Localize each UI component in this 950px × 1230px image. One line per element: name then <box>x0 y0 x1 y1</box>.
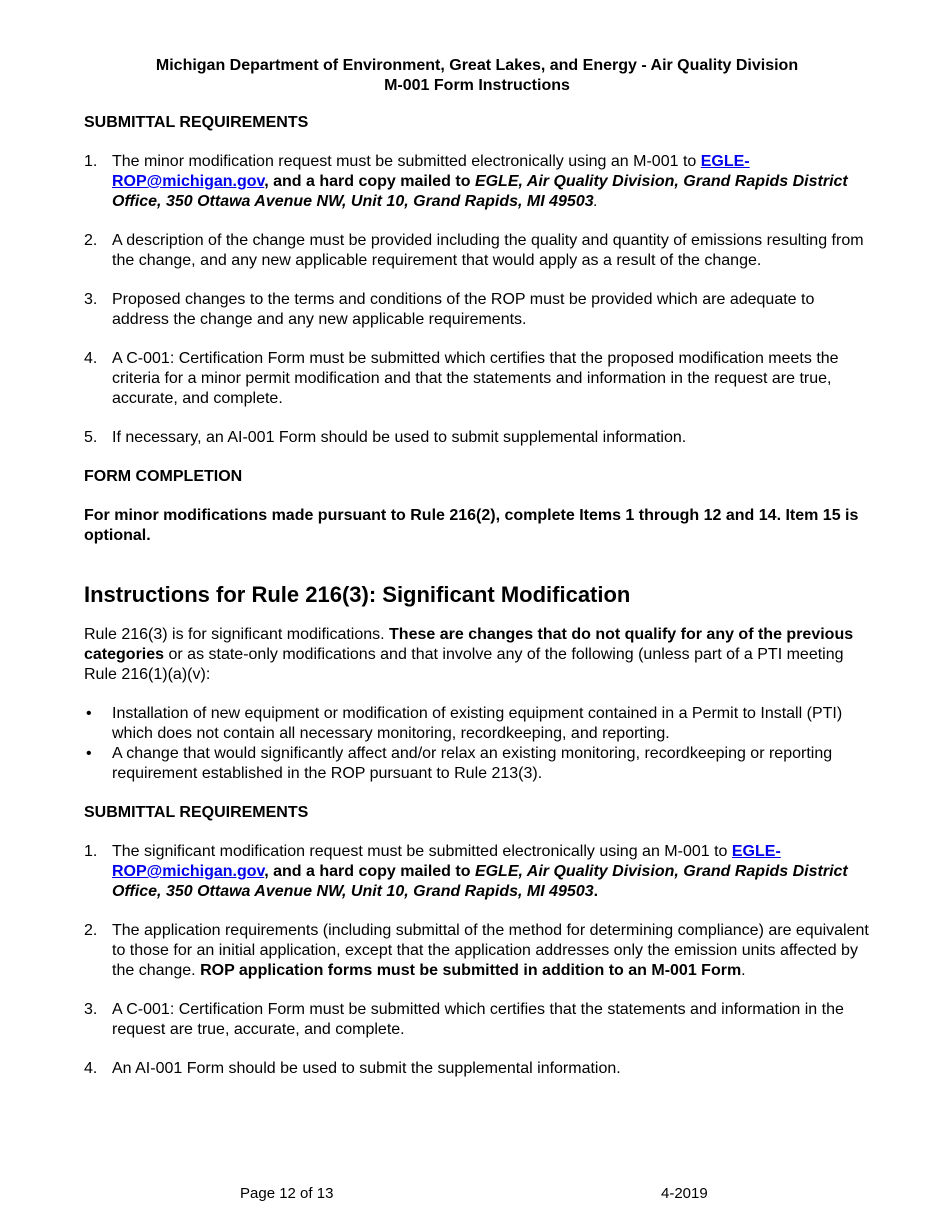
item-text: A description of the change must be provided including the quality and quantity of emissions resulting from the change, and any new applicable requirement that would apply as a result of the change. <box>112 232 864 269</box>
page-number: Page 12 of 13 <box>240 1185 334 1202</box>
form-completion-heading: FORM COMPLETION <box>84 468 243 485</box>
item-text: An AI-001 Form should be used to submit the supplemental information. <box>112 1060 621 1077</box>
item-number: 4. <box>84 1060 98 1077</box>
email-link[interactable]: EGLE-ROP@michigan.gov <box>112 153 750 190</box>
bullet-text: A change that would significantly affect and/or relax an existing monitoring, recordkeeping or reporting requirement established in the ROP pursuant to Rule 213(3). <box>112 745 833 782</box>
item-text: If necessary, an AI-001 Form should be used to submit supplemental information. <box>112 429 687 446</box>
document-header <box>84 56 870 96</box>
page-footer <box>0 1184 950 1204</box>
item-end: . <box>741 962 746 979</box>
item-number: 3. <box>84 291 98 308</box>
item-text: A C-001: Certification Form must be submitted which certifies that the statements and information in the request are true, accurate, and complete. <box>112 1001 844 1038</box>
item-number: 2. <box>84 922 98 939</box>
agency-title: Michigan Department of Environment, Great Lakes, and Energy - Air Quality Division <box>155 57 799 74</box>
item-text: A C-001: Certification Form must be submitted which certifies that the proposed modification meets the criteria for a minor permit modification and that the statements and information in the request are true, accurate, and complete. <box>112 350 839 407</box>
item-number: 1. <box>84 843 98 860</box>
list-item <box>84 349 870 409</box>
bullet-item <box>84 704 870 744</box>
form-title: M-001 Form Instructions <box>384 77 570 94</box>
list-item <box>84 1059 870 1079</box>
bullet-text: Installation of new equipment or modification of existing equipment contained in a Permit to Install (PTI) which does not contain all necessary monitoring, recordkeeping, and reporting. <box>112 705 843 742</box>
significant-submittal-heading: SUBMITTAL REQUIREMENTS <box>84 804 309 821</box>
significant-intro <box>84 625 870 685</box>
mailing-address: EGLE, Air Quality Division, Grand Rapids District Office, 350 Ottawa Avenue NW, Unit 10, Grand Rapids, MI 49503 <box>112 173 848 210</box>
item-number: 2. <box>84 232 98 249</box>
item-end: . <box>593 193 599 210</box>
list-item <box>84 921 870 981</box>
minor-submittal-heading: SUBMITTAL REQUIREMENTS <box>84 114 309 131</box>
document-page <box>84 56 870 1079</box>
intro-text: Rule 216(3) is for significant modifications. <box>84 626 390 643</box>
item-end: . <box>593 883 599 900</box>
list-item <box>84 290 870 330</box>
list-item <box>84 231 870 271</box>
intro-bold: These are changes that do not qualify for any of the previous categories <box>84 626 854 663</box>
item-number: 1. <box>84 153 98 170</box>
item-text: The significant modification request must be submitted electronically using an M-001 to <box>112 843 732 860</box>
item-text: Proposed changes to the terms and conditions of the ROP must be provided which are adequate to address the change and any new applicable requirements. <box>112 291 815 328</box>
bullet-icon: • <box>86 745 92 762</box>
form-completion-note: For minor modifications made pursuant to Rule 216(2), complete Items 1 through 12 and 14. Item 15 is optional. <box>84 507 859 544</box>
item-text: The application requirements (including submittal of the method for determining compliance) are equivalent to those for an initial application, except that the application addresses only the emission units affected by the change. <box>112 922 869 979</box>
bullet-item <box>84 744 870 784</box>
item-number: 4. <box>84 350 98 367</box>
item-text-bold: ROP application forms must be submitted in addition to an M-001 Form <box>200 962 742 979</box>
revision-date: 4-2019 <box>661 1185 708 1202</box>
item-text-bold: , and a hard copy mailed to <box>264 863 475 880</box>
section-title: Instructions for Rule 216(3): Significant Modification <box>84 582 631 607</box>
email-link[interactable]: EGLE-ROP@michigan.gov <box>112 843 781 880</box>
bullet-icon: • <box>86 705 92 722</box>
significant-bullet-list <box>84 704 870 784</box>
list-item <box>84 1000 870 1040</box>
item-text: The minor modification request must be submitted electronically using an M-001 to <box>112 153 701 170</box>
list-item <box>84 842 870 902</box>
list-item <box>84 428 870 448</box>
minor-submittal-list <box>84 152 870 448</box>
intro-text-post: or as state-only modifications and that involve any of the following (unless part of a PTI meeting Rule 216(1)(a)(v): <box>84 646 844 683</box>
item-text-bold: , and a hard copy mailed to <box>264 173 475 190</box>
significant-submittal-list <box>84 842 870 1079</box>
list-item <box>84 152 870 212</box>
mailing-address: EGLE, Air Quality Division, Grand Rapids District Office, 350 Ottawa Avenue NW, Unit 10, Grand Rapids, MI 49503 <box>112 863 848 900</box>
item-number: 3. <box>84 1001 98 1018</box>
item-number: 5. <box>84 429 98 446</box>
